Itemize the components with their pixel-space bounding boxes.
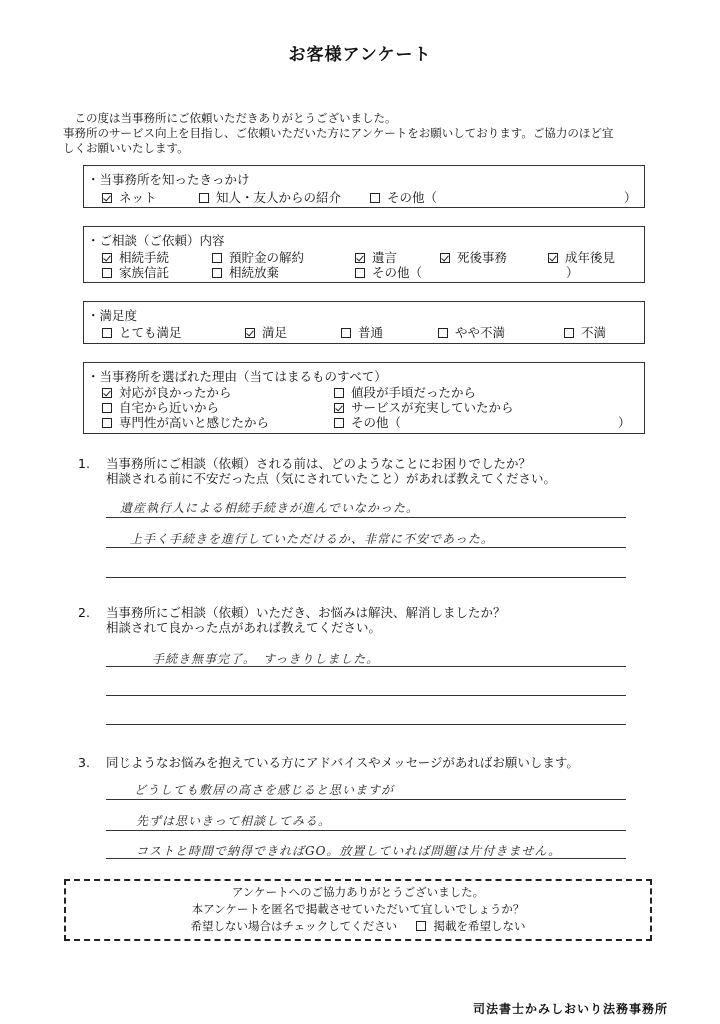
checkbox-icon[interactable]: [355, 268, 365, 278]
reason-other-close: ）: [618, 415, 631, 430]
reason-option-price[interactable]: 値段が手頃だったから: [334, 383, 476, 401]
source-other-close: ）: [624, 190, 637, 205]
checkbox-icon[interactable]: [438, 328, 448, 338]
satisfaction-option-somewhat[interactable]: やや不満: [438, 323, 505, 341]
source-option-other[interactable]: その他（: [370, 188, 437, 206]
question-3-number: 3.: [78, 755, 90, 770]
checkbox-icon[interactable]: [102, 403, 112, 413]
answer-rule: [106, 799, 626, 800]
consultation-option-guardianship[interactable]: 成年後見: [548, 248, 615, 266]
question-3-answer-line-1[interactable]: どうしても敷居の高さを感じると思いますが: [134, 783, 395, 797]
closing-opt-out-instruction: 希望しない場合はチェックしてください: [190, 919, 398, 933]
answer-rule: [106, 577, 626, 578]
checkbox-icon[interactable]: [102, 328, 112, 338]
reason-option-expertise[interactable]: 専門性が高いと感じたから: [102, 413, 269, 431]
checkbox-icon[interactable]: [199, 193, 209, 203]
consultation-other-close: ）: [566, 265, 579, 280]
intro-line-3: しくお願いいたします。: [63, 141, 189, 155]
consultation-option-posthumous[interactable]: 死後事務: [440, 248, 507, 266]
consultation-option-will[interactable]: 遺言: [355, 248, 397, 266]
checkbox-checked-icon[interactable]: [245, 328, 255, 338]
checkbox-icon[interactable]: [212, 253, 222, 263]
consultation-option-inheritance[interactable]: 相続手続: [102, 248, 169, 266]
source-option-referral[interactable]: 知人・友人からの紹介: [199, 188, 341, 206]
question-1-answer-line-2[interactable]: 上手く手続きを進行していただけるか、非常に不安であった。: [130, 532, 494, 546]
reason-option-service[interactable]: サービスが充実していたから: [334, 398, 514, 416]
checkbox-checked-icon[interactable]: [440, 253, 450, 263]
satisfaction-option-neutral[interactable]: 普通: [341, 323, 383, 341]
closing-anonymous-question: 本アンケートを匿名で掲載させていただいて宜しいでしょうか？: [191, 902, 525, 916]
consultation-option-renounce[interactable]: 相続放棄: [212, 263, 279, 281]
answer-rule: [106, 666, 626, 667]
answer-rule: [106, 830, 626, 831]
answer-rule: [106, 517, 626, 518]
office-name: 司法書士かみしおいり法務事務所: [472, 1002, 668, 1016]
satisfaction-option-satisfied[interactable]: 満足: [245, 323, 287, 341]
closing-opt-out-row: [64, 918, 652, 934]
question-1-text-line-1: 当事務所にご相談（依頼）される前は、どのようなことにお困りでしたか？: [106, 456, 532, 471]
question-2-number: 2.: [78, 605, 90, 620]
satisfaction-heading: ・満足度: [87, 308, 138, 323]
answer-rule: [106, 695, 626, 696]
checkbox-checked-icon[interactable]: [548, 253, 558, 263]
reason-option-response[interactable]: 対応が良かったから: [102, 383, 232, 401]
answer-rule: [106, 858, 626, 859]
question-3-text-line-1: 同じようなお悩みを抱えている方にアドバイスやメッセージがあればお願いします。: [106, 755, 579, 770]
checkbox-icon[interactable]: [334, 388, 344, 398]
answer-rule: [106, 547, 626, 548]
checkbox-icon[interactable]: [564, 328, 574, 338]
consultation-option-other[interactable]: その他（: [355, 263, 422, 281]
closing-thanks: アンケートへのご協力ありがとうございました。: [231, 885, 485, 899]
reason-heading: ・当事務所を選ばれた理由（当てはまるものすべて）: [87, 369, 387, 384]
question-2-text-line-1: 当事務所にご相談（依頼）いただき、お悩みは解決、解消しましたか？: [106, 605, 506, 620]
question-2-answer-line-1[interactable]: 手続き無事完了。 すっきりしました。: [152, 652, 380, 666]
consultation-option-trust[interactable]: 家族信託: [102, 263, 169, 281]
answer-rule: [106, 724, 626, 725]
checkbox-checked-icon[interactable]: [334, 403, 344, 413]
checkbox-checked-icon[interactable]: [102, 253, 112, 263]
checkbox-icon[interactable]: [370, 193, 380, 203]
source-heading: ・当事務所を知ったきっかけ: [87, 172, 250, 187]
checkbox-checked-icon[interactable]: [102, 193, 112, 203]
question-1-answer-line-1[interactable]: 遺産執行人による相続手続きが進んでいなかった。: [120, 501, 420, 515]
checkbox-checked-icon[interactable]: [355, 253, 365, 263]
consultation-option-deposit[interactable]: 預貯金の解約: [212, 248, 304, 266]
intro-line-1: この度は当事務所にご依頼いただきありがとうございました。: [63, 111, 397, 125]
checkbox-icon[interactable]: [102, 268, 112, 278]
checkbox-icon[interactable]: [334, 418, 344, 428]
page-title: お客様アンケート: [288, 45, 432, 65]
checkbox-checked-icon[interactable]: [102, 388, 112, 398]
question-1-text-line-2: 相談される前に不安だった点（気にされていたこと）があれば教えてください。: [106, 471, 557, 486]
question-3-answer-line-3[interactable]: コストと時間で納得できればGO。放置していれば問題は片付きません。: [136, 844, 562, 858]
question-2-text-line-2: 相談されて良かった点があれば教えてください。: [106, 620, 382, 635]
intro-line-2: 事務所のサービス向上を目指し、ご依頼いただいた方にアンケートをお願いしております。ご協力のほど宜: [63, 126, 614, 140]
satisfaction-option-dissatisfied[interactable]: 不満: [564, 323, 606, 341]
checkbox-icon[interactable]: [341, 328, 351, 338]
reason-option-other[interactable]: その他（: [334, 413, 401, 431]
question-3-answer-line-2[interactable]: 先ずは思いきって相談してみる。: [136, 814, 332, 828]
reason-option-nearby[interactable]: 自宅から近いから: [102, 398, 219, 416]
question-1-number: 1.: [78, 456, 90, 471]
checkbox-icon[interactable]: [102, 418, 112, 428]
source-option-net[interactable]: ネット: [102, 188, 157, 206]
opt-out-checkbox[interactable]: [416, 921, 426, 931]
checkbox-icon[interactable]: [212, 268, 222, 278]
opt-out-label: 掲載を希望しない: [433, 919, 526, 933]
satisfaction-option-very[interactable]: とても満足: [102, 323, 182, 341]
consultation-heading: ・ご相談（ご依頼）内容: [87, 233, 225, 248]
